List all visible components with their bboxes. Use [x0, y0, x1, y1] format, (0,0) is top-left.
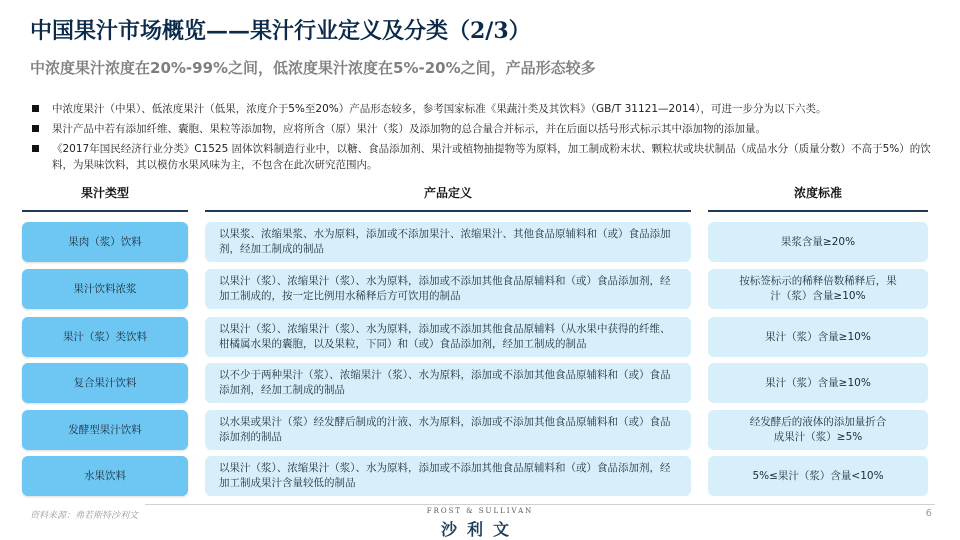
- table-row-definition: 以果汁（浆）、浓缩果汁（浆）、水为原料，添加或不添加其他食品原辅料和（或）食品添加剂，经加工制成果汁含量较低的制品: [205, 456, 691, 496]
- column-header-definition: 产品定义: [423, 186, 472, 200]
- table-row-definition: 以水果或果汁（浆）经发酵后制成的汁液、水为原料，添加或不添加其他食品原辅料和（或）食品添加剂的制品: [205, 410, 691, 450]
- header-divider: [22, 210, 188, 212]
- bullet-list: [30, 101, 945, 177]
- table-row-definition: 以果汁（浆）、浓缩果汁（浆）、水为原料，添加或不添加其他食品原辅料和（或）食品添加剂，经加工制成的，按一定比例用水稀释后方可饮用的制品: [205, 269, 691, 309]
- table-row-definition: 以果汁（浆）、浓缩果汁（浆）、水为原料，添加或不添加其他食品原辅料（从水果中获得的纤维、柑橘属水果的囊胞，以及果粒，下同）和（或）食品添加剂，经加工制成的制品: [205, 317, 691, 357]
- column-header-standard: 浓度标准: [793, 186, 842, 200]
- header-divider: [205, 210, 691, 212]
- bullet-item: 果汁产品中若有添加纤维、囊胞、果粒等添加物，应将所含（原）果汁（浆）及添加物的总合量合并标示，并在后面以括号形式标示其中添加物的添加量。: [30, 121, 945, 137]
- logo-text-cn: 沙利文: [440, 520, 519, 539]
- table-row-standard: 果汁（浆）含量≥10%: [708, 317, 928, 357]
- table-row-standard: 果浆含量≥20%: [708, 222, 928, 262]
- page-number: 6: [925, 508, 932, 519]
- page-title: 中国果汁市场概览——果汁行业定义及分类（2/3）: [30, 18, 531, 44]
- column-header-type: 果汁类型: [80, 186, 129, 200]
- table-row-standard: 经发酵后的液体的添加量折合成果汁（浆）≥5%: [708, 410, 928, 450]
- bullet-item: 中浓度果汁（中果）、低浓度果汁（低果，浓度介于5%至20%）产品形态较多，参考国家标准《果蔬汁类及其饮料》（GB/T 31121—2014），可进一步分为以下六类。: [30, 101, 945, 117]
- header-divider: [708, 210, 928, 212]
- page-subtitle: 中浓度果汁浓度在20%-99%之间，低浓度果汁浓度在5%-20%之间，产品形态较多: [30, 59, 596, 77]
- source-note: 资料来源：弗若斯特沙利文: [30, 511, 139, 521]
- square-bullet-icon: [32, 125, 39, 132]
- logo-text-en: FROST & SULLIVAN: [426, 507, 534, 515]
- table-row-type: 果汁（浆）类饮料: [22, 317, 188, 357]
- table-row-type: 水果饮料: [22, 456, 188, 496]
- table-row-definition: 以不少于两种果汁（浆）、浓缩果汁（浆）、水为原料，添加或不添加其他食品原辅料和（或）食品添加剂，经加工制成的制品: [205, 363, 691, 403]
- table-row-type: 果汁饮料浓浆: [22, 269, 188, 309]
- footer-divider: [145, 504, 935, 505]
- table-row-standard: 果汁（浆）含量≥10%: [708, 363, 928, 403]
- table-row-type: 发酵型果汁饮料: [22, 410, 188, 450]
- table-row-type: 复合果汁饮料: [22, 363, 188, 403]
- square-bullet-icon: [32, 105, 39, 112]
- table-row-standard: 按标签标示的稀释倍数稀释后，果汁（浆）含量≥10%: [708, 269, 928, 309]
- bullet-item: 《2017年国民经济行业分类》C1525 固体饮料制造行业中，以糖、食品添加剂、果汁或植物抽提物等为原料，加工制成粉末状、颗粒状或块状制品（成品水分（质量分数）不高于5%）的饮料，为果味饮料，其以模仿水果风味为主，不包含在此次研究范围内。: [30, 141, 945, 173]
- table-row-type: 果肉（浆）饮料: [22, 222, 188, 262]
- table-row-definition: 以果浆、浓缩果浆、水为原料，添加或不添加果汁、浓缩果汁、其他食品原辅料和（或）食品添加剂，经加工制成的制品: [205, 222, 691, 262]
- table-row-standard: 5%≤果汁（浆）含量<10%: [708, 456, 928, 496]
- square-bullet-icon: [32, 145, 39, 152]
